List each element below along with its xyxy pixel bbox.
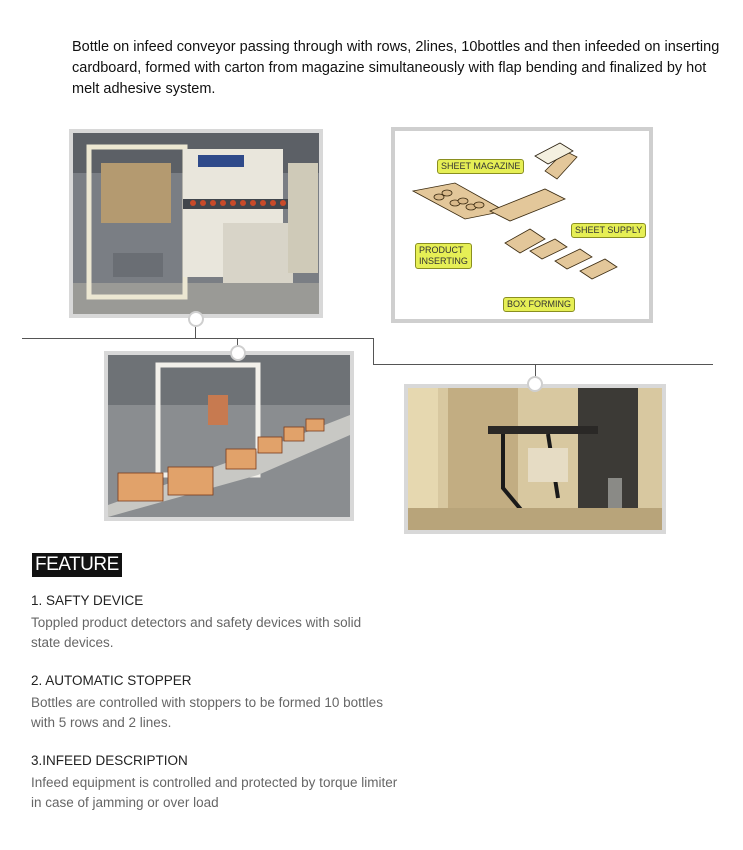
inserting-mechanism-illustration: [408, 388, 662, 530]
inserting-mechanism-photo: [404, 384, 666, 534]
label-sheet-supply: SHEET SUPPLY: [571, 223, 646, 238]
feature-item-heading: 3.INFEED DESCRIPTION: [31, 753, 188, 768]
feature-desc-line1: Bottles are controlled with stoppers to be formed 10 bottles: [31, 695, 383, 710]
feature-desc-line2: state devices.: [31, 635, 114, 650]
label-product-inserting-line2: INSERTING: [419, 256, 468, 266]
connector-line-left: [22, 338, 374, 339]
feature-heading: FEATURE: [32, 553, 122, 577]
label-box-forming: BOX FORMING: [503, 297, 575, 312]
intro-paragraph: Bottle on infeed conveyor passing through with rows, 2lines, 10bottles and then infeeded on inserting cardboard, formed with carton from magazine simultaneously with flap bending and finalized by hot melt adhesive system.: [72, 39, 720, 97]
box-conveyor-illustration: [108, 355, 350, 517]
connector-step: [373, 338, 374, 364]
machine-overview-illustration: [73, 133, 319, 314]
feature-item-heading: 2. AUTOMATIC STOPPER: [31, 673, 192, 688]
label-product-inserting: [415, 243, 472, 269]
feature-item-description: [31, 613, 411, 653]
machine-overview-photo: [69, 129, 323, 318]
feature-item-stopper: [31, 672, 411, 733]
feature-desc-line2: with 5 rows and 2 lines.: [31, 715, 172, 730]
connector-dot-4: [527, 376, 543, 392]
connector-dot-1: [188, 311, 204, 327]
connector-dot-3: [230, 345, 246, 361]
box-conveyor-photo: [104, 351, 354, 521]
feature-item-infeed: [31, 752, 411, 813]
feature-item-safety: [31, 592, 411, 653]
feature-desc-line1: Toppled product detectors and safety devices with solid: [31, 615, 362, 630]
process-diagram: [391, 127, 653, 323]
feature-item-description: [31, 773, 411, 813]
feature-desc-line2: in case of jamming or over load: [31, 795, 219, 810]
feature-item-heading: 1. SAFTY DEVICE: [31, 593, 144, 608]
feature-desc-line1: Infeed equipment is controlled and protected by torque limiter: [31, 775, 398, 790]
label-product-inserting-line1: PRODUCT: [419, 245, 464, 255]
feature-item-description: [31, 693, 411, 733]
connector-line-right: [373, 364, 713, 365]
label-sheet-magazine: SHEET MAGAZINE: [437, 159, 524, 174]
